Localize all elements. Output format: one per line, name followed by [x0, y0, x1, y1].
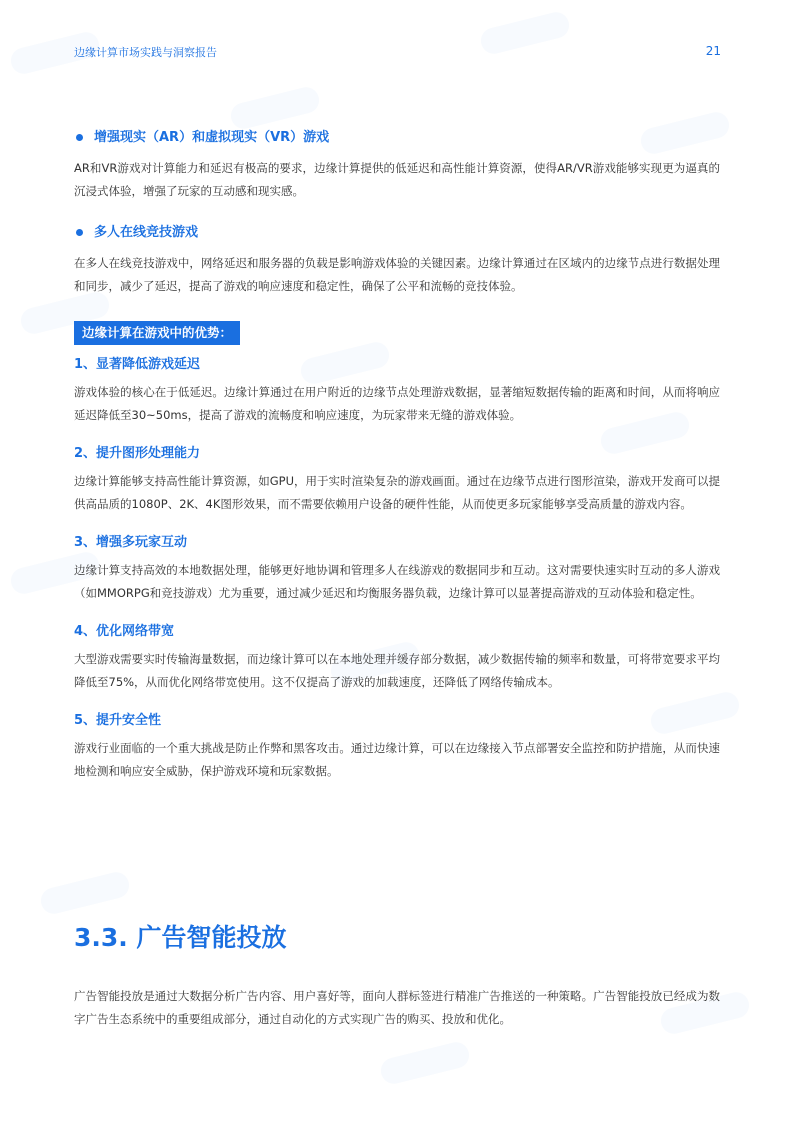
advantage-item: [74, 354, 720, 426]
page-number: 21: [705, 44, 721, 58]
main-content: [74, 126, 720, 782]
advantage-heading: 2、提升图形处理能力: [74, 446, 201, 461]
bullet-heading-text: 增强现实（AR）和虚拟现实（VR）游戏: [94, 130, 330, 145]
bullet-dot-icon: [76, 134, 83, 141]
advantage-paragraph: 边缘计算能够支持高性能计算资源，如GPU，用于实时渲染复杂的游戏画面。通过在边缘节点进行图形渲染，游戏开发商可以提供高品质的1080P、2K、4K图形效果，而不需要依赖用户设备的硬件性能，从而使更多玩家能够享受高质量的游戏内容。: [74, 474, 720, 511]
watermark: [378, 1039, 472, 1086]
advantage-paragraph: 边缘计算支持高效的本地数据处理，能够更好地协调和管理多人在线游戏的数据同步和互动。这对需要快速实时互动的多人游戏（如MMORPG和竞技游戏）尤为重要，通过减少延迟和均衡服务器负载，边缘计算可以显著提高游戏的互动体验和稳定性。: [74, 563, 720, 600]
advantage-paragraph: 游戏体验的核心在于低延迟。边缘计算通过在用户附近的边缘节点处理游戏数据，显著缩短数据传输的距离和时间，从而将响应延迟降低至30~50ms，提高了游戏的流畅度和响应速度，为玩家带来无缝的游戏体验。: [74, 385, 720, 422]
page-header: [74, 44, 721, 62]
advantage-heading: 1、显著降低游戏延迟: [74, 357, 201, 372]
watermark: [38, 869, 132, 916]
advantage-paragraph: 大型游戏需要实时传输海量数据，而边缘计算可以在本地处理并缓存部分数据，减少数据传输的频率和数量，可将带宽要求平均降低至75%，从而优化网络带宽使用。这不仅提高了游戏的加载速度，还降低了网络传输成本。: [74, 652, 720, 689]
section-title: 3.3. 广告智能投放: [74, 923, 287, 952]
bullet-paragraph: 在多人在线竞技游戏中，网络延迟和服务器的负载是影响游戏体验的关键因素。边缘计算通过在区域内的边缘节点进行数据处理和同步，减少了延迟，提高了游戏的响应速度和稳定性，确保了公平和流畅的竞技体验。: [74, 256, 720, 293]
bullet-section: [74, 126, 720, 202]
advantage-heading: 5、提升安全性: [74, 713, 162, 728]
section-paragraph: 广告智能投放是通过大数据分析广告内容、用户喜好等，面向人群标签进行精准广告推送的一种策略。广告智能投放已经成为数字广告生态系统中的重要组成部分，通过自动化的方式实现广告的购买、投放和优化。: [74, 989, 720, 1026]
bullet-paragraph: AR和VR游戏对计算能力和延迟有极高的要求，边缘计算提供的低延迟和高性能计算资源，使得AR/VR游戏能够实现更为逼真的沉浸式体验，增强了玩家的互动感和现实感。: [74, 161, 720, 198]
bullet-heading: [74, 126, 720, 150]
bullet-heading: [74, 221, 720, 245]
advantage-item: [74, 621, 720, 693]
bullet-heading-text: 多人在线竞技游戏: [94, 225, 199, 240]
advantage-item: [74, 443, 720, 515]
advantages-label: 边缘计算在游戏中的优势：: [74, 321, 240, 345]
report-title: 边缘计算市场实践与洞察报告: [74, 46, 217, 59]
advantage-heading: 4、优化网络带宽: [74, 624, 175, 639]
bullet-section: [74, 221, 720, 297]
advantage-item: [74, 532, 720, 604]
bullet-dot-icon: [76, 229, 83, 236]
advantage-heading: 3、增强多玩家互动: [74, 535, 188, 550]
watermark: [228, 84, 322, 131]
advantage-paragraph: 游戏行业面临的一个重大挑战是防止作弊和黑客攻击。通过边缘计算，可以在边缘接入节点部署安全监控和防护措施，从而快速地检测和响应安全威胁，保护游戏环境和玩家数据。: [74, 741, 720, 778]
advantage-item: [74, 710, 720, 782]
